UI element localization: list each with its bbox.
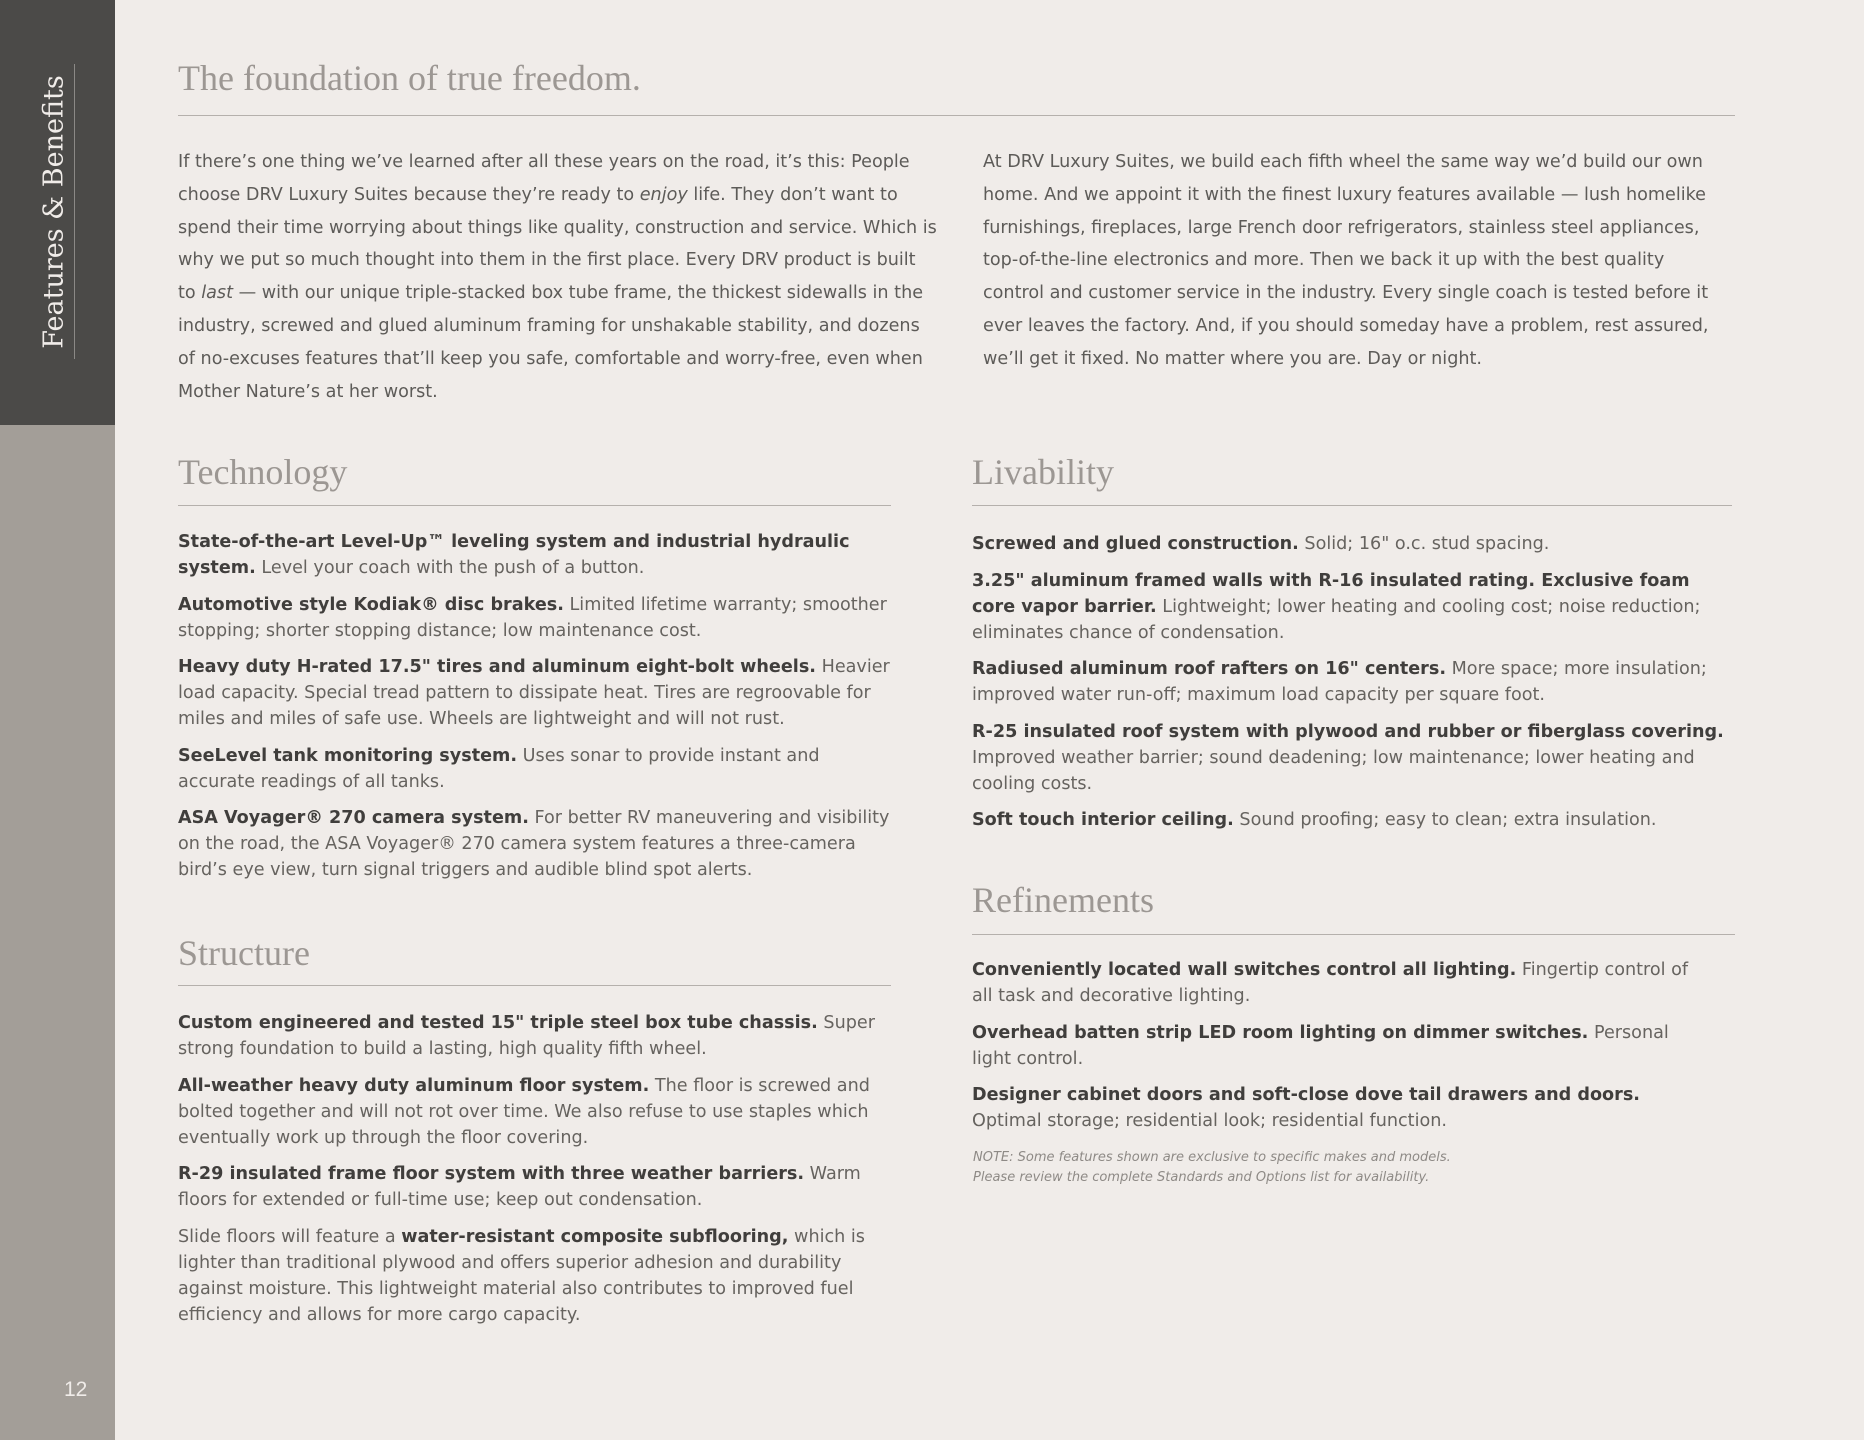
refinements-heading: Refinements: [972, 880, 1154, 920]
feature-title: Overhead batten strip LED room lighting on dimmer switches.: [972, 1022, 1589, 1043]
feature-title: 3.25" aluminum framed walls with R-16 insulated rating. Exclusive foam core vapor barrier.: [972, 570, 1690, 617]
structure-item: [178, 1224, 893, 1328]
feature-title: State-of-the-art Level-Up™ leveling system and industrial hydraulic system.: [178, 532, 850, 578]
feature-description: Level your coach with the push of a button.: [255, 558, 645, 578]
structure-heading: Structure: [178, 933, 310, 973]
feature-title: Designer cabinet doors and soft-close dove tail drawers and doors.: [972, 1085, 1640, 1105]
refinements-rule: [972, 934, 1735, 935]
intro-text-run: — with our unique triple-stacked box tube frame, the thickest sidewalls in the industry, screwed and glued aluminum framing for unshakable stability, and dozens of no-excuses features that’ll keep you safe, comfortable and worry-free, even when Mother Nature’s at her worst.: [178, 283, 924, 402]
technology-item: [178, 529, 893, 581]
feature-description: Slide floors will feature a: [178, 1226, 402, 1247]
livability-rule: [972, 505, 1732, 506]
availability-note: [973, 1148, 1693, 1188]
feature-description: Optimal storage; residential look; residential function.: [972, 1111, 1447, 1131]
livability-item: [972, 531, 1727, 557]
intro-text-run: If there’s one thing we’ve learned after all these years on the road, it’s this: People choose DRV Luxury Suites because they’re ready to: [178, 152, 910, 205]
intro-paragraph-left: [178, 146, 938, 408]
feature-title: R-25 insulated roof system with plywood and rubber or fiberglass covering.: [972, 721, 1724, 742]
feature-title: Soft touch interior ceiling.: [972, 810, 1234, 830]
structure-item: [178, 1010, 893, 1062]
feature-description: Improved weather barrier; sound deadening; low maintenance; lower heating and cooling costs.: [972, 747, 1695, 794]
feature-description: Sound proofing; easy to clean; extra insulation.: [1233, 810, 1657, 830]
technology-item: [178, 743, 893, 795]
feature-description: Heavier load capacity. Special tread pattern to dissipate heat. Tires are regroovable for miles and miles of safe use. Wheels are lightweight and will not rust.: [178, 657, 890, 729]
title-rule: [178, 115, 1735, 116]
feature-title: Custom engineered and tested 15" triple steel box tube chassis.: [178, 1013, 818, 1033]
technology-rule: [178, 505, 891, 506]
intro-text-run: enjoy: [639, 184, 688, 205]
refinements-list: [972, 957, 1692, 1145]
technology-list: [178, 529, 893, 894]
feature-title: R-29 insulated frame floor system with three weather barriers.: [178, 1164, 805, 1184]
feature-title: Screwed and glued construction.: [972, 534, 1299, 554]
sidebar-light-panel: [0, 425, 115, 1440]
section-label: Features & Benefits: [38, 75, 70, 349]
structure-rule: [178, 985, 891, 986]
feature-description: For better RV maneuvering and visibility on the road, the ASA Voyager® 270 camera system features a three-camera bird’s eye view, turn signal triggers and audible blind spot alerts.: [178, 808, 890, 880]
feature-description: Fingertip control of all task and decorative lighting.: [972, 960, 1689, 1006]
technology-heading: Technology: [178, 452, 348, 492]
feature-title: SeeLevel tank monitoring system.: [178, 745, 518, 766]
technology-item: [178, 805, 893, 883]
note-line-2: Please review the complete Standards and Options list for availability.: [973, 1170, 1430, 1185]
feature-description: Lightweight; lower heating and cooling cost; noise reduction; eliminates chance of condensation.: [972, 596, 1701, 643]
feature-title: ASA Voyager® 270 camera system.: [178, 808, 529, 828]
feature-title: Radiused aluminum roof rafters on 16" centers.: [972, 659, 1447, 679]
feature-description: More space; more insulation; improved water run-off; maximum load capacity per square foot.: [972, 659, 1707, 705]
structure-item: [178, 1073, 893, 1151]
livability-item: [972, 719, 1727, 797]
feature-description: Uses sonar to provide instant and accurate readings of all tanks.: [178, 745, 820, 792]
feature-description: The floor is screwed and bolted together and will not rot over time. We also refuse to use staples which eventually work up through the floor covering.: [178, 1075, 870, 1148]
page-number: 12: [64, 1378, 88, 1401]
structure-item: [178, 1161, 893, 1213]
technology-item: [178, 592, 893, 644]
livability-list: [972, 531, 1727, 844]
refinements-item: [972, 1082, 1692, 1134]
feature-description: Warm floors for extended or full-time use; keep out condensation.: [178, 1164, 861, 1210]
intro-text-run: last: [201, 283, 233, 304]
feature-title: Heavy duty H-rated 17.5" tires and aluminum eight-bolt wheels.: [178, 657, 816, 677]
livability-item: [972, 807, 1727, 833]
feature-title: Conveniently located wall switches control all lighting.: [972, 960, 1517, 980]
livability-item: [972, 656, 1727, 708]
feature-title: water-resistant composite subflooring,: [401, 1226, 789, 1247]
note-line-1: NOTE: Some features shown are exclusive to specific makes and models.: [973, 1150, 1451, 1165]
feature-description: Limited lifetime warranty; smoother stopping; shorter stopping distance; low maintenance cost.: [178, 594, 887, 641]
feature-description: Super strong foundation to build a lasting, high quality fifth wheel.: [178, 1013, 875, 1059]
feature-description: Solid; 16" o.c. stud spacing.: [1298, 534, 1550, 554]
structure-list: [178, 1010, 893, 1338]
livability-heading: Livability: [972, 452, 1114, 492]
refinements-item: [972, 1020, 1692, 1072]
feature-description: Personal light control.: [972, 1022, 1669, 1069]
technology-item: [178, 654, 893, 732]
page-title: The foundation of true freedom.: [178, 58, 641, 98]
intro-paragraph-right: At DRV Luxury Suites, we build each fifth wheel the same way we’d build our own home. And we appoint it with the finest luxury features available — lush homelike furnishings, fireplaces, large French door refrigerators, stainless steel appliances, top-of-the-line electronics and more. Then we back it up with the best quality control and customer service in the industry. Every single coach is tested before it ever leaves the factory. And, if you should someday have a problem, rest assured, we’ll get it fixed. No matter where you are. Day or night.: [983, 152, 1709, 369]
feature-description: which is lighter than traditional plywood and offers superior adhesion and durability against moisture. This lightweight material also contributes to improved fuel efficiency and allows for more cargo capacity.: [178, 1226, 865, 1325]
intro-text-run: life. They don’t want to spend their time worrying about things like quality, construction and service. Which is why we put so much thought into them in the first place. Every DRV product is built to: [178, 184, 937, 304]
feature-title: All-weather heavy duty aluminum floor system.: [178, 1075, 650, 1096]
livability-item: [972, 568, 1727, 646]
feature-title: Automotive style Kodiak® disc brakes.: [178, 594, 564, 615]
refinements-item: [972, 957, 1692, 1009]
sidebar-divider: [74, 64, 75, 359]
